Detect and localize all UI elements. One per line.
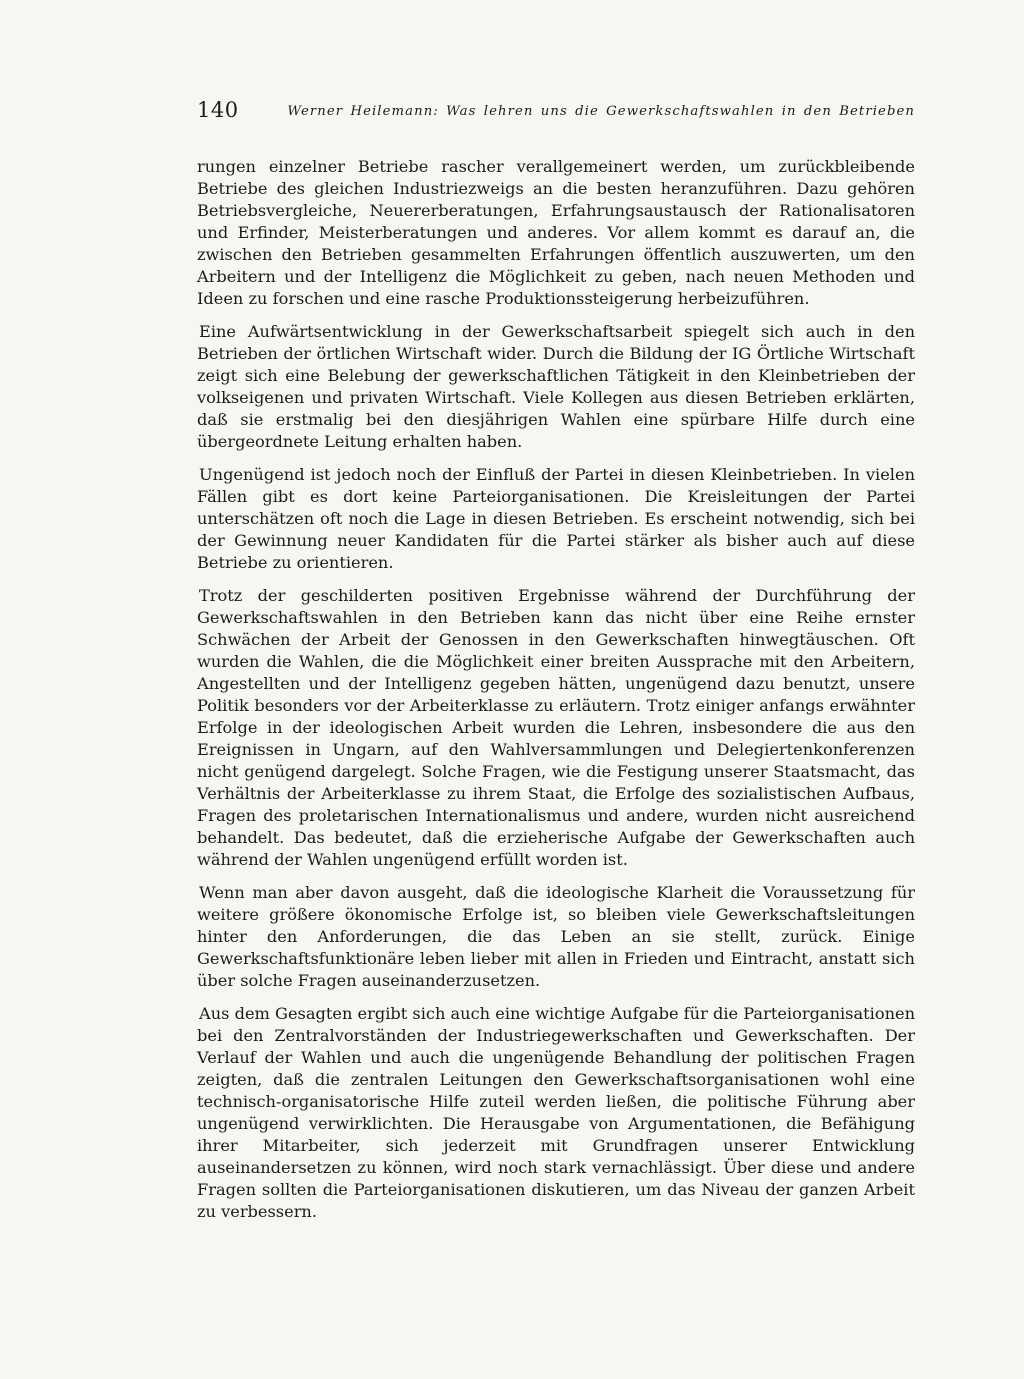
page-header bbox=[197, 98, 915, 128]
paragraph-4: Trotz der geschilderten positiven Ergebnisse während der Durchführung der Gewerkschaftswahlen in den Betrieben kann das nicht über eine Reihe ernster Schwächen der Arbeit der Genossen in den Gewerkschaften hinwegtäuschen. Oft wurden die Wahlen, die die Möglichkeit einer breiten Aussprache mit den Arbeitern, Angestellten und der Intelligenz gegeben hätten, ungenügend dazu benutzt, unsere Politik besonders vor der Arbeiterklasse zu erläutern. Trotz einiger anfangs erwähnter Erfolge in der ideologischen Arbeit wurden die Lehren, insbesondere die aus den Ereignissen in Ungarn, auf den Wahlversammlungen und Delegiertenkonferenzen nicht genügend dargelegt. Solche Fragen, wie die Festigung unserer Staatsmacht, das Verhältnis der Arbeiterklasse zu ihrem Staat, die Erfolge des sozialistischen Aufbaus, Fragen des proletarischen Internationalismus und andere, wurden nicht ausreichend behandelt. Das bedeutet, daß die erzieherische Aufgabe der Gewerkschaften auch während der Wahlen ungenügend erfüllt worden ist. bbox=[197, 586, 915, 869]
paragraph-2: Eine Aufwärtsentwicklung in der Gewerkschaftsarbeit spiegelt sich auch in den Betrieben der örtlichen Wirtschaft wider. Durch die Bildung der IG Örtliche Wirtschaft zeigt sich eine Belebung der gewerkschaftlichen Tätigkeit in den Kleinbetrieben der volkseigenen und privaten Wirtschaft. Viele Kollegen aus diesen Betrieben erklärten, daß sie erstmalig bei den diesjährigen Wahlen eine spürbare Hilfe durch eine übergeordnete Leitung erhalten haben. bbox=[197, 322, 915, 451]
running-head: Werner Heilemann: Was lehren uns die Gewerkschaftswahlen in den Betrieben bbox=[287, 104, 915, 119]
paragraph-5: Wenn man aber davon ausgeht, daß die ideologische Klarheit die Voraussetzung für weitere größere ökonomische Erfolge ist, so bleiben viele Gewerkschaftsleitungen hinter den Anforderungen, die das Leben an sie stellt, zurück. Einige Gewerkschaftsfunktionäre leben lieber mit allen in Frieden und Eintracht, anstatt sich über solche Fragen auseinanderzusetzen. bbox=[197, 883, 915, 990]
paragraph-1: rungen einzelner Betriebe rascher verallgemeinert werden, um zurückbleibende Betriebe des gleichen Industriezweigs an die besten heranzuführen. Dazu gehören Betriebsvergleiche, Neuererberatungen, Erfahrungsaustausch der Rationalisatoren und Erfinder, Meisterberatungen und anderes. Vor allem kommt es darauf an, die zwischen den Betrieben gesammelten Erfahrungen öffentlich auszuwerten, um den Arbeitern und der Intelligenz die Möglichkeit zu geben, nach neuen Methoden und Ideen zu forschen und eine rasche Produktionssteigerung herbeizuführen. bbox=[197, 157, 915, 308]
paragraph-3: Ungenügend ist jedoch noch der Einfluß der Partei in diesen Kleinbetrieben. In vielen Fällen gibt es dort keine Parteiorganisationen. Die Kreisleitungen der Partei unterschätzen oft noch die Lage in diesen Betrieben. Es erscheint notwendig, sich bei der Gewinnung neuer Kandidaten für die Partei stärker als bisher auch auf diese Betriebe zu orientieren. bbox=[197, 465, 915, 572]
page-number: 140 bbox=[197, 98, 239, 122]
paragraph-6: Aus dem Gesagten ergibt sich auch eine wichtige Aufgabe für die Parteiorganisationen bei den Zentralvorständen der Industriegewerkschaften und Gewerkschaften. Der Verlauf der Wahlen und auch die ungenügende Behandlung der politischen Fragen zeigten, daß die zentralen Leitungen den Gewerkschaftsorganisationen wohl eine technisch-organisatorische Hilfe zuteil werden ließen, die politische Führung aber ungenügend verwirklichten. Die Herausgabe von Argumentationen, die Befähigung ihrer Mitarbeiter, sich jederzeit mit Grundfragen unserer Entwicklung auseinandersetzen zu können, wird noch stark vernachlässigt. Über diese und andere Fragen sollten die Parteiorganisationen diskutieren, um das Niveau der ganzen Arbeit zu verbessern. bbox=[197, 1004, 915, 1221]
body-text bbox=[197, 156, 915, 1234]
